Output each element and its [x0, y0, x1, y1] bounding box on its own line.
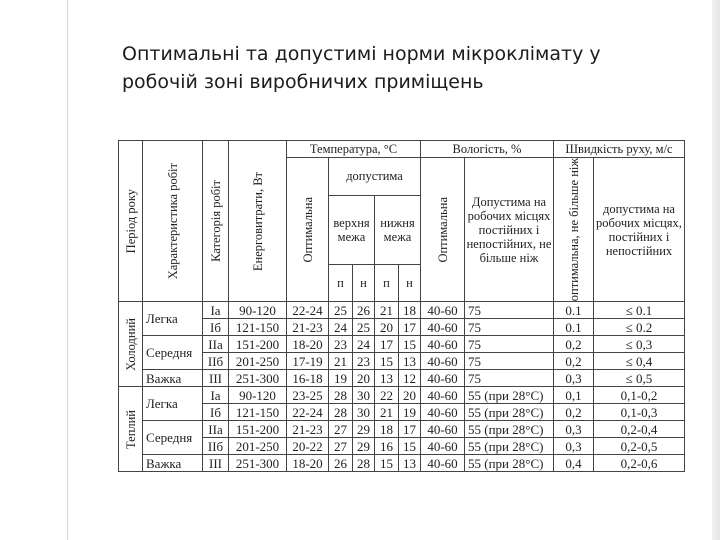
- table-cell: 15: [375, 353, 399, 370]
- table-cell: 27: [329, 438, 353, 455]
- table-cell: 23: [329, 336, 353, 353]
- table-cell: 24: [353, 336, 375, 353]
- table-cell: 40-60: [421, 421, 465, 438]
- header-humidity: Вологість, %: [421, 141, 554, 158]
- header-p-upper: п: [329, 264, 353, 302]
- table-cell: 251-300: [229, 370, 287, 387]
- table-cell: ІІІ: [203, 455, 229, 472]
- table-cell: ІІІ: [203, 370, 229, 387]
- table-cell: 75: [465, 302, 554, 319]
- header-speed-optimal: оптимальна, не більше ніж: [554, 158, 594, 302]
- table-cell: 201-250: [229, 438, 287, 455]
- table-cell: 0,2: [554, 404, 594, 421]
- table-cell: 24: [329, 319, 353, 336]
- table-cell: 28: [329, 387, 353, 404]
- table-cell: ≤ 0.2: [594, 319, 685, 336]
- table-cell: 28: [353, 455, 375, 472]
- table-cell: Іа: [203, 387, 229, 404]
- header-lower: нижня межа: [375, 195, 421, 264]
- table-cell: 121-150: [229, 404, 287, 421]
- table-cell: 25: [353, 319, 375, 336]
- table-cell: 75: [465, 319, 554, 336]
- work-characteristic-cell: Важка: [143, 455, 203, 472]
- table-cell: 18: [375, 421, 399, 438]
- table-cell: 0,2: [554, 353, 594, 370]
- table-cell: 17-19: [287, 353, 329, 370]
- title-line-2: робочій зоні виробничих приміщень: [122, 71, 484, 93]
- table-cell: 55 (при 28°С): [465, 455, 554, 472]
- table-cell: 30: [353, 387, 375, 404]
- table-cell: 0,2-0,6: [594, 455, 685, 472]
- table-cell: 0.1: [554, 302, 594, 319]
- slide-edge: [712, 0, 720, 540]
- table-cell: 13: [375, 370, 399, 387]
- table-cell: 29: [353, 421, 375, 438]
- table-cell: ІІа: [203, 421, 229, 438]
- work-characteristic-cell: Легка: [143, 302, 203, 336]
- table-row: [119, 370, 685, 387]
- table-cell: 40-60: [421, 319, 465, 336]
- table-cell: ≤ 0,4: [594, 353, 685, 370]
- table-cell: ≤ 0,5: [594, 370, 685, 387]
- table-cell: 40-60: [421, 370, 465, 387]
- header-upper: верхня межа: [329, 195, 375, 264]
- header-p-lower: п: [375, 264, 399, 302]
- table-cell: 27: [329, 421, 353, 438]
- table-cell: 0,4: [554, 455, 594, 472]
- table-cell: 40-60: [421, 353, 465, 370]
- header-work-characteristic: Характеристика робіт: [143, 141, 203, 302]
- table-cell: 40-60: [421, 455, 465, 472]
- table-cell: 151-200: [229, 421, 287, 438]
- table-row: [119, 302, 685, 319]
- table-cell: 75: [465, 336, 554, 353]
- table-cell: ≤ 0.1: [594, 302, 685, 319]
- table-row: [119, 438, 685, 455]
- table-cell: 16-18: [287, 370, 329, 387]
- table-cell: 15: [399, 438, 421, 455]
- header-period: Період року: [119, 141, 143, 302]
- table-cell: 251-300: [229, 455, 287, 472]
- header-n-lower: н: [399, 264, 421, 302]
- table-cell: 55 (при 28°С): [465, 404, 554, 421]
- table-cell: 25: [329, 302, 353, 319]
- header-temp-permissible: допустима: [329, 158, 421, 196]
- header-speed-permissible: допустима на робочих місцях, постійних і непостійних: [594, 158, 685, 302]
- table-cell: 20-22: [287, 438, 329, 455]
- table-cell: 13: [399, 455, 421, 472]
- table-row: [119, 353, 685, 370]
- table-cell: 0,2-0,5: [594, 438, 685, 455]
- table-cell: 55 (при 28°С): [465, 438, 554, 455]
- slide-title: [122, 40, 682, 96]
- table-cell: 40-60: [421, 387, 465, 404]
- table-cell: 28: [329, 404, 353, 421]
- table-cell: 30: [353, 404, 375, 421]
- work-characteristic-cell: Середня: [143, 421, 203, 455]
- table-cell: 40-60: [421, 302, 465, 319]
- header-humidity-optimal: Оптимальна: [421, 158, 465, 302]
- table-cell: Іб: [203, 319, 229, 336]
- table-row: [119, 336, 685, 353]
- table-cell: ІІб: [203, 353, 229, 370]
- table-cell: 0.1: [554, 319, 594, 336]
- table-cell: 40-60: [421, 438, 465, 455]
- work-characteristic-cell: Легка: [143, 387, 203, 421]
- table-cell: 26: [353, 302, 375, 319]
- table-cell: 29: [353, 438, 375, 455]
- table-cell: 20: [399, 387, 421, 404]
- header-speed: Швидкість руху, м/с: [554, 141, 685, 158]
- table-cell: 55 (при 28°С): [465, 421, 554, 438]
- header-humidity-permissible: Допустима на робочих місцях постійних і непостійних, не більше ніж: [465, 158, 554, 302]
- header-n-upper: н: [353, 264, 375, 302]
- table-cell: 21: [329, 353, 353, 370]
- table-cell: 0,3: [554, 370, 594, 387]
- table-cell: 121-150: [229, 319, 287, 336]
- table-cell: 0,1-0,2: [594, 387, 685, 404]
- table-row: [119, 387, 685, 404]
- work-characteristic-cell: Важка: [143, 370, 203, 387]
- table-cell: 21-23: [287, 421, 329, 438]
- table-cell: 19: [399, 404, 421, 421]
- table-cell: 22-24: [287, 404, 329, 421]
- table-cell: ІІа: [203, 336, 229, 353]
- title-line-1: Оптимальні та допустимі норми мікроклімату у: [122, 43, 601, 65]
- table-row: [119, 421, 685, 438]
- table-row: [119, 404, 685, 421]
- table-cell: 23: [353, 353, 375, 370]
- table-row: [119, 455, 685, 472]
- table-cell: 18-20: [287, 336, 329, 353]
- table-cell: 22-24: [287, 302, 329, 319]
- table-cell: 55 (при 28°С): [465, 387, 554, 404]
- table-cell: 21: [375, 302, 399, 319]
- table-cell: 18: [399, 302, 421, 319]
- table-cell: 23-25: [287, 387, 329, 404]
- table-cell: 151-200: [229, 336, 287, 353]
- decorative-line: [67, 0, 68, 540]
- table-cell: 0,1: [554, 387, 594, 404]
- table-cell: 17: [399, 421, 421, 438]
- table-cell: 75: [465, 370, 554, 387]
- table-cell: 22: [375, 387, 399, 404]
- table-cell: 18-20: [287, 455, 329, 472]
- work-characteristic-cell: Середня: [143, 336, 203, 370]
- table-cell: 19: [329, 370, 353, 387]
- microclimate-table-wrap: [118, 140, 685, 472]
- table-cell: 0,3: [554, 421, 594, 438]
- table-cell: ≤ 0,3: [594, 336, 685, 353]
- header-energy: Енерговитрати, Вт: [229, 141, 287, 302]
- table-cell: 26: [329, 455, 353, 472]
- table-cell: 0,2-0,4: [594, 421, 685, 438]
- table-cell: 21-23: [287, 319, 329, 336]
- table-cell: 40-60: [421, 336, 465, 353]
- table-cell: 0,2: [554, 336, 594, 353]
- table-cell: 20: [353, 370, 375, 387]
- table-cell: 0,1-0,3: [594, 404, 685, 421]
- table-cell: 17: [399, 319, 421, 336]
- table-cell: 17: [375, 336, 399, 353]
- table-cell: 90-120: [229, 302, 287, 319]
- table-cell: 40-60: [421, 404, 465, 421]
- table-row: [119, 319, 685, 336]
- table-cell: 21: [375, 404, 399, 421]
- table-cell: 12: [399, 370, 421, 387]
- table-cell: 201-250: [229, 353, 287, 370]
- table-cell: 0,3: [554, 438, 594, 455]
- table-cell: Іб: [203, 404, 229, 421]
- table-cell: ІІб: [203, 438, 229, 455]
- table-cell: 20: [375, 319, 399, 336]
- table-cell: 15: [399, 336, 421, 353]
- table-cell: 16: [375, 438, 399, 455]
- header-work-category: Категорія робіт: [203, 141, 229, 302]
- header-temperature: Температура, °С: [287, 141, 421, 158]
- table-cell: Іа: [203, 302, 229, 319]
- table-cell: 90-120: [229, 387, 287, 404]
- header-temp-optimal: Оптимальна: [287, 158, 329, 302]
- period-cell: Теплий: [119, 387, 143, 472]
- table-cell: 15: [375, 455, 399, 472]
- period-cell: Холодний: [119, 302, 143, 387]
- table-cell: 75: [465, 353, 554, 370]
- microclimate-table: [118, 140, 685, 472]
- table-cell: 13: [399, 353, 421, 370]
